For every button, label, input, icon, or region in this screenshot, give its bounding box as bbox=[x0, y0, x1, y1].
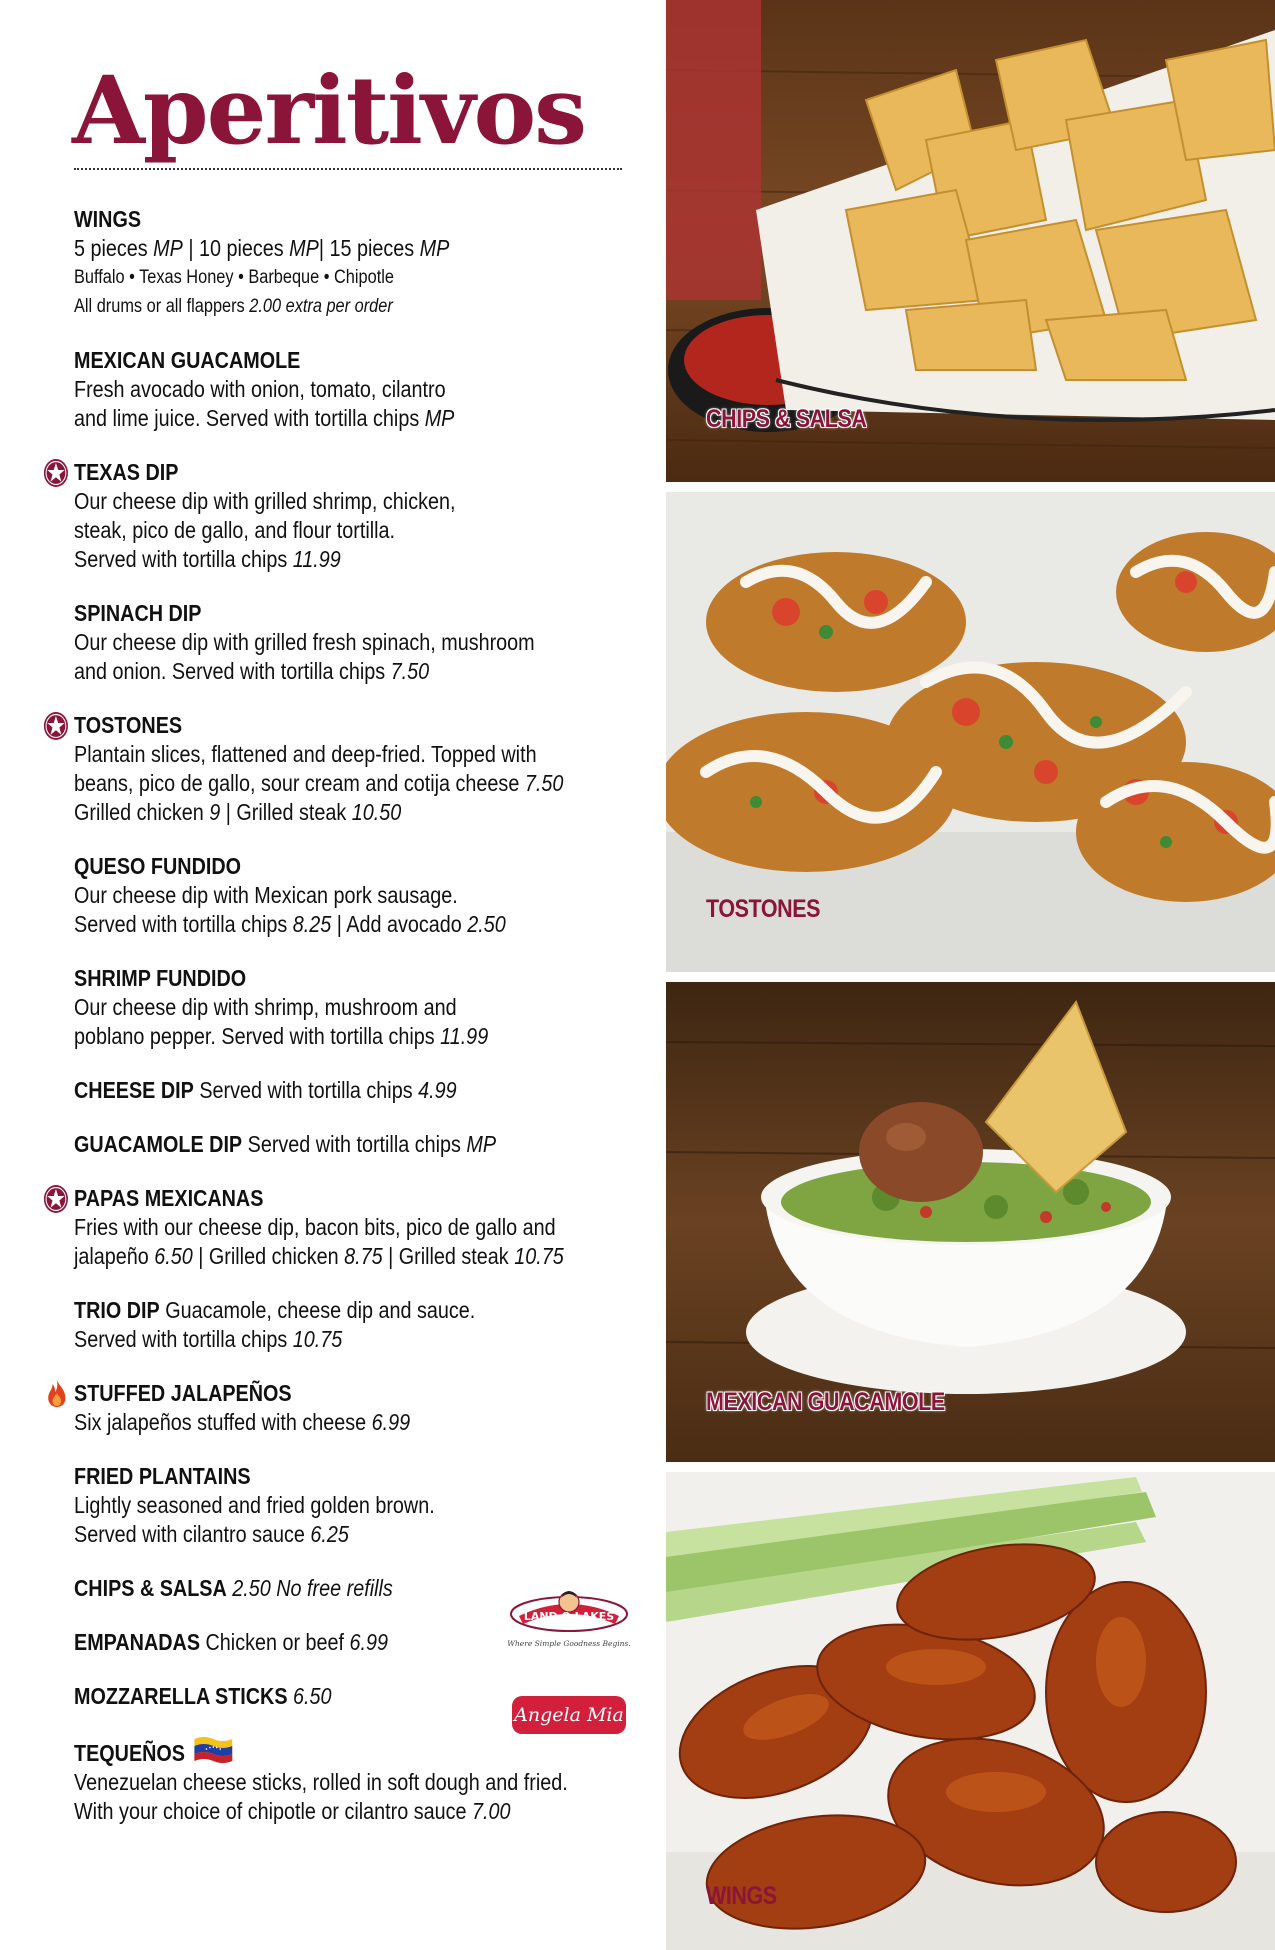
photo-chips-salsa bbox=[666, 0, 1275, 482]
menu-item-text: Plantain slices, flattened and deep-fried. Topped with bbox=[74, 741, 537, 767]
menu-item-price: 7.50 bbox=[390, 658, 430, 684]
land-o-lakes-logo bbox=[505, 1588, 633, 1656]
menu-item-line bbox=[74, 657, 573, 686]
menu-item-name: WINGS bbox=[74, 206, 142, 232]
menu-item-text: Chicken or beef bbox=[200, 1629, 350, 1655]
menu-item bbox=[74, 852, 654, 939]
menu-item-text: | 15 pieces bbox=[318, 235, 420, 261]
menu-item-price: 2.50 bbox=[467, 911, 506, 937]
menu-item-text: Six jalapeños stuffed with cheese bbox=[74, 1409, 372, 1435]
land-o-lakes-brand: LAND O LAKES bbox=[523, 1610, 615, 1623]
menu-item-price: 2.50 No free refills bbox=[232, 1575, 393, 1601]
menu-item bbox=[74, 1130, 654, 1159]
menu-item-heading bbox=[74, 1184, 573, 1213]
land-o-lakes-tagline: Where Simple Goodness Begins. bbox=[507, 1639, 631, 1648]
menu-item-price: MP bbox=[289, 235, 319, 261]
menu-item-name: STUFFED JALAPEÑOS bbox=[74, 1380, 292, 1406]
menu-item-heading bbox=[74, 1130, 573, 1159]
menu-item bbox=[74, 1736, 654, 1826]
menu-item-line bbox=[74, 1491, 573, 1520]
menu-item-name: MEXICAN GUACAMOLE bbox=[74, 347, 301, 373]
menu-item-text: | Add avocado bbox=[331, 911, 468, 937]
venezuela-flag-icon bbox=[194, 1736, 234, 1764]
menu-item-heading bbox=[74, 1296, 573, 1325]
menu-item-line bbox=[74, 910, 573, 939]
star-icon bbox=[43, 458, 69, 488]
menu-item-text: Served with tortilla chips bbox=[74, 546, 293, 572]
menu-item-name: QUESO FUNDIDO bbox=[74, 853, 242, 879]
menu-item-text: beans, pico de gallo, sour cream and cotija cheese bbox=[74, 770, 525, 796]
menu-item bbox=[74, 964, 654, 1051]
menu-item-price: 10.50 bbox=[351, 799, 402, 825]
menu-item-text: Our cheese dip with shrimp, mushroom and bbox=[74, 994, 457, 1020]
menu-item-text: Served with cilantro sauce bbox=[74, 1521, 311, 1547]
menu-item-line bbox=[74, 1325, 573, 1354]
menu-item bbox=[74, 346, 654, 433]
menu-item-text: Fries with our cheese dip, bacon bits, pico de gallo and bbox=[74, 1214, 556, 1240]
menu-item-text: Our cheese dip with Mexican pork sausage. bbox=[74, 882, 458, 908]
menu-item-line bbox=[74, 1520, 573, 1549]
menu-item-text: Served with tortilla chips bbox=[242, 1131, 467, 1157]
menu-item-name: TRIO DIP bbox=[74, 1297, 160, 1323]
menu-item-name: CHIPS & SALSA bbox=[74, 1575, 227, 1601]
menu-item-line bbox=[74, 516, 573, 545]
menu-item-text: Lightly seasoned and fried golden brown. bbox=[74, 1492, 435, 1518]
menu-item-line bbox=[74, 234, 573, 263]
menu-item-text: 5 pieces bbox=[74, 235, 154, 261]
menu-item-line bbox=[74, 881, 573, 910]
menu-item-line bbox=[74, 404, 573, 433]
menu-item-text: jalapeño bbox=[74, 1243, 155, 1269]
menu-item-line bbox=[74, 993, 573, 1022]
menu-item-price: 6.99 bbox=[349, 1629, 389, 1655]
menu-item-text: Fresh avocado with onion, tomato, cilantro bbox=[74, 376, 446, 402]
menu-item-price: MP bbox=[466, 1131, 497, 1157]
menu-item-text: Venezuelan cheese sticks, rolled in soft dough and fried. bbox=[74, 1769, 568, 1795]
menu-item-line bbox=[74, 1797, 573, 1826]
menu-item-price: MP bbox=[419, 235, 450, 261]
menu-item-price: 10.75 bbox=[514, 1243, 564, 1269]
menu-item bbox=[74, 1462, 654, 1549]
menu-item-text: Grilled chicken bbox=[74, 799, 210, 825]
menu-item-text: steak, pico de gallo, and flour tortilla. bbox=[74, 517, 396, 543]
menu-item-line bbox=[74, 740, 573, 769]
angela-mia-logo: Angela Mia bbox=[512, 1696, 626, 1734]
star-icon bbox=[43, 1184, 69, 1214]
menu-item bbox=[74, 458, 654, 574]
menu-item-text: All drums or all flappers bbox=[74, 296, 250, 317]
menu-item-text: Guacamole, cheese dip and sauce. bbox=[159, 1297, 476, 1323]
menu-item-price: 6.99 bbox=[371, 1409, 411, 1435]
menu-item-price: 4.99 bbox=[418, 1077, 457, 1103]
menu-item-line bbox=[74, 1022, 573, 1051]
menu-item-line bbox=[74, 769, 573, 798]
photo-caption: MEXICAN GUACAMOLE bbox=[706, 1388, 945, 1416]
menu-item bbox=[74, 1379, 654, 1437]
menu-item-heading bbox=[74, 1076, 573, 1105]
menu-item-text: | Grilled steak bbox=[220, 799, 352, 825]
flame-icon bbox=[45, 1378, 69, 1408]
menu-item bbox=[74, 1296, 654, 1354]
menu-item-line bbox=[74, 1768, 573, 1797]
menu-item-price: 11.99 bbox=[440, 1023, 489, 1049]
photo-mexican-guacamole bbox=[666, 982, 1275, 1462]
star-icon bbox=[43, 711, 69, 741]
menu-item-heading bbox=[74, 346, 573, 375]
menu-item-text: Served with tortilla chips bbox=[74, 1326, 293, 1352]
photo-wings bbox=[666, 1472, 1275, 1950]
menu-item-price: 2.00 extra per order bbox=[249, 296, 393, 317]
menu-item-line bbox=[74, 263, 573, 292]
menu-item-name: TEQUEÑOS bbox=[74, 1740, 186, 1766]
menu-item-name: MOZZARELLA STICKS bbox=[74, 1683, 288, 1709]
page-title: Aperitivos bbox=[72, 56, 586, 166]
menu-item-price: 7.50 bbox=[524, 770, 564, 796]
photo-caption: CHIPS & SALSA bbox=[706, 405, 867, 433]
menu-item-text: With your choice of chipotle or cilantro sauce bbox=[74, 1798, 472, 1824]
menu-item-text: and onion. Served with tortilla chips bbox=[74, 658, 391, 684]
menu-item-name: FRIED PLANTAINS bbox=[74, 1463, 251, 1489]
menu-item-text: Served with tortilla chips bbox=[74, 911, 293, 937]
menu-item-price: 10.75 bbox=[292, 1326, 343, 1352]
menu-item-price: 6.50 bbox=[293, 1683, 332, 1709]
menu-item-line bbox=[74, 375, 573, 404]
menu-item-text: Our cheese dip with grilled shrimp, chicken, bbox=[74, 488, 456, 514]
menu-item-heading bbox=[74, 1379, 573, 1408]
menu-item-text: poblano pepper. Served with tortilla chips bbox=[74, 1023, 441, 1049]
menu-item-line bbox=[74, 487, 573, 516]
menu-item-line bbox=[74, 798, 573, 827]
menu-item-line bbox=[74, 545, 573, 574]
menu-item-heading bbox=[74, 1736, 573, 1768]
photo-caption: WINGS bbox=[706, 1882, 777, 1910]
menu-item-price: 9 bbox=[209, 799, 221, 825]
menu-item-name: TOSTONES bbox=[74, 712, 183, 738]
menu-item-heading bbox=[74, 205, 573, 234]
menu-item-line bbox=[74, 1408, 573, 1437]
menu-item bbox=[74, 205, 654, 321]
menu-item-name: TEXAS DIP bbox=[74, 459, 179, 485]
menu-item-price: 6.25 bbox=[310, 1521, 349, 1547]
menu-item-text: and lime juice. Served with tortilla chips bbox=[74, 405, 425, 431]
menu-item-heading bbox=[74, 852, 573, 881]
menu-item-line bbox=[74, 628, 573, 657]
menu-item-heading bbox=[74, 1462, 573, 1491]
menu-item-name: SPINACH DIP bbox=[74, 600, 202, 626]
menu-item-price: 11.99 bbox=[292, 546, 341, 572]
menu-item-price: MP bbox=[424, 405, 455, 431]
menu-item-text: | 10 pieces bbox=[182, 235, 290, 261]
photo-column bbox=[666, 0, 1275, 1950]
menu-item-name: CHEESE DIP bbox=[74, 1077, 194, 1103]
menu-item-name: GUACAMOLE DIP bbox=[74, 1131, 243, 1157]
photo-tostones bbox=[666, 492, 1275, 972]
menu-item-heading bbox=[74, 1628, 573, 1657]
menu-item-price: 6.50 bbox=[154, 1243, 193, 1269]
menu-item-heading bbox=[74, 1682, 573, 1711]
menu-item bbox=[74, 711, 654, 827]
menu-item-text: Served with tortilla chips bbox=[193, 1077, 419, 1103]
menu-item-price: 7.00 bbox=[471, 1798, 511, 1824]
menu-item-name: SHRIMP FUNDIDO bbox=[74, 965, 247, 991]
menu-item-text: | Grilled steak bbox=[382, 1243, 515, 1269]
menu-item-price: 8.25 bbox=[292, 911, 332, 937]
menu-item-heading bbox=[74, 711, 573, 740]
menu-item-heading bbox=[74, 458, 573, 487]
menu-item bbox=[74, 1184, 654, 1271]
menu-item-name: PAPAS MEXICANAS bbox=[74, 1185, 264, 1211]
menu-item bbox=[74, 1076, 654, 1105]
menu-item-price: 8.75 bbox=[344, 1243, 383, 1269]
menu-item-line bbox=[74, 1213, 573, 1242]
photo-caption: TOSTONES bbox=[706, 895, 821, 923]
menu-item-text: | Grilled chicken bbox=[192, 1243, 345, 1269]
menu-item-price: MP bbox=[153, 235, 183, 261]
menu-item-heading bbox=[74, 1574, 573, 1603]
menu-item-text: Our cheese dip with grilled fresh spinach, mushroom bbox=[74, 629, 535, 655]
menu-item-name: EMPANADAS bbox=[74, 1629, 201, 1655]
menu-item-line bbox=[74, 1242, 573, 1271]
menu-item-heading bbox=[74, 599, 573, 628]
menu-item-heading bbox=[74, 964, 573, 993]
menu-item-text: Buffalo • Texas Honey • Barbeque • Chipotle bbox=[74, 267, 394, 288]
menu-item bbox=[74, 599, 654, 686]
title-divider bbox=[74, 168, 622, 170]
menu-item-line bbox=[74, 292, 573, 321]
